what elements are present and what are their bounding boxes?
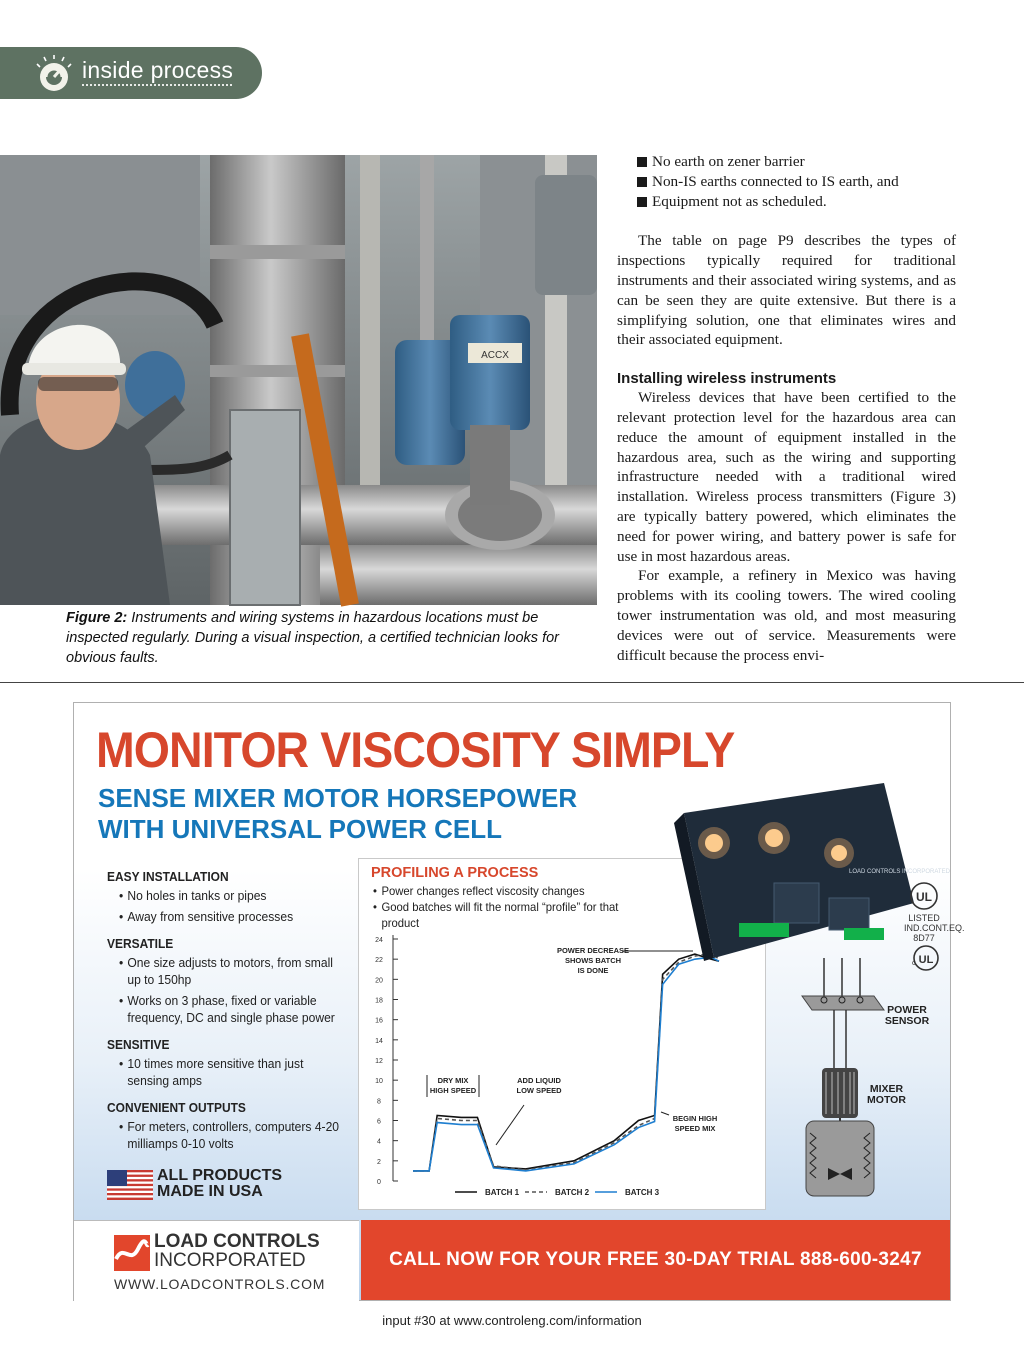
legend-label: BATCH 2 <box>555 1188 590 1197</box>
annotation-pointer <box>496 1105 524 1145</box>
list-item: Non-IS earths connected to IS earth, and <box>637 172 956 192</box>
feature-list <box>107 868 357 1156</box>
feature-heading: SENSITIVE <box>107 1037 170 1052</box>
ul-text: 8D77 <box>913 933 935 943</box>
annotation-dry-mix: HIGH SPEED <box>429 1086 477 1095</box>
chart-bullets <box>373 883 663 931</box>
series-line-1 <box>413 954 719 1171</box>
list-item: • 10 times more sensitive than just sensing amps <box>119 1055 340 1089</box>
company-url[interactable]: WWW.LOADCONTROLS.COM <box>114 1276 326 1292</box>
ul-text: LISTED <box>908 913 940 923</box>
svg-text:UL: UL <box>918 954 934 966</box>
annotation-power-decrease: POWER DECREASE <box>556 946 630 955</box>
list-item: No earth on zener barrier <box>637 152 956 172</box>
annotation-pointer <box>661 1112 669 1115</box>
inspection-fault-list <box>637 152 956 211</box>
list-item: • For meters, controllers, computers 4-20 milliamps 0-10 volts <box>119 1118 340 1152</box>
mixer-schematic-illustration <box>794 958 944 1198</box>
mixer-motor-label: MIXER MOTOR <box>867 1083 906 1106</box>
y-tick-label: 20 <box>375 977 383 985</box>
annotation-power-decrease: SHOWS BATCH <box>564 956 622 965</box>
y-tick-label: 4 <box>377 1138 381 1146</box>
article-column <box>617 152 956 665</box>
y-tick-label: 2 <box>377 1158 381 1166</box>
list-item: Equipment not as scheduled. <box>637 192 956 212</box>
chart-title: PROFILING A PROCESS <box>371 865 539 881</box>
section-tab <box>0 47 262 99</box>
y-tick-label: 14 <box>375 1037 383 1045</box>
ad-subheadline <box>98 783 577 845</box>
y-tick-label: 16 <box>375 1017 383 1025</box>
annotation-add-liquid: LOW SPEED <box>516 1086 562 1095</box>
y-tick-label: 8 <box>377 1098 381 1106</box>
series-line-2 <box>413 953 719 1171</box>
svg-text:UL: UL <box>916 890 932 904</box>
made-in-usa-line: MADE IN USA <box>157 1183 263 1200</box>
figure-label: Figure 2: <box>66 610 128 626</box>
ul-logo-icon <box>909 881 939 911</box>
figure-caption <box>66 608 596 668</box>
annotation-begin-high: SPEED MIX <box>674 1124 716 1133</box>
list-item: • One size adjusts to motors, from small up to 150hp <box>119 954 340 988</box>
feature-heading: EASY INSTALLATION <box>107 869 229 884</box>
list-item: • No holes in tanks or pipes <box>119 887 340 904</box>
list-item: • Away from sensitive processes <box>119 908 340 925</box>
power-sensor-label: POWER SENSOR <box>884 1004 930 1027</box>
made-in-usa <box>107 1168 287 1204</box>
ad-subheadline-line: WITH UNIVERSAL POWER CELL <box>98 814 502 844</box>
feature-heading: VERSATILE <box>107 936 174 951</box>
ul-text: IND.CONT.EQ. <box>904 923 965 933</box>
company-name <box>154 1232 320 1270</box>
svg-text:c: c <box>912 960 916 967</box>
annotation-add-liquid: ADD LIQUID <box>517 1076 561 1085</box>
gauge-logo-icon <box>34 55 74 95</box>
list-item: • Power changes reflect viscosity changes <box>373 883 646 899</box>
paragraph: Wireless devices that have been certified to the relevant protection level for the hazardous area can reduce the amount of equipment installed in the hazardous area, such as the wiring and supporting infrastructure needed with a traditional wired installation. Wireless process transmitters (Figure 3) are typically battery powered, which eliminates the need for power wiring, and battery power is safe for use in most hazardous areas. <box>617 389 956 565</box>
paragraph: For example, a refinery in Mexico was having problems with its cooling towers. The wired cooling tower instrumentation was old, and most measuring devices were out of service. Measurements were difficult because the process envi- <box>617 567 956 664</box>
load-controls-logo-icon <box>114 1235 150 1271</box>
made-in-usa-line: ALL PRODUCTS <box>157 1167 283 1184</box>
made-in-usa-text <box>157 1168 282 1200</box>
legend-label: BATCH 3 <box>625 1188 660 1197</box>
paragraph: The table on page P9 describes the types of inspections typically required for traditional instruments and their associated wiring systems, and as can be seen they are quite extensive. But there is a simplifying solution, one that eliminates wires and their associated equipment. <box>617 232 956 349</box>
reader-input-line: input #30 at www.controleng.com/information <box>382 1313 642 1328</box>
company-name-line: INCORPORATED <box>154 1250 306 1271</box>
figure-caption-text: Instruments and wiring systems in hazardous locations must be inspected regularly. During a visual inspection, a certified technician looks for obvious faults. <box>66 610 559 666</box>
tab-dotted-rule <box>82 84 232 86</box>
tag-label: ACCX <box>481 350 509 361</box>
figure-photo <box>0 155 597 605</box>
subheading: Installing wireless instruments <box>617 370 837 388</box>
y-tick-label: 24 <box>375 937 383 944</box>
series-line-3 <box>413 957 719 1171</box>
legend-label: BATCH 1 <box>485 1188 520 1197</box>
list-item: • Works on 3 phase, fixed or variable frequency, DC and single phase power <box>119 992 340 1026</box>
y-tick-label: 18 <box>375 997 383 1005</box>
y-tick-label: 12 <box>375 1058 383 1065</box>
company-name-line: LOAD CONTROLS <box>154 1231 320 1252</box>
divider <box>0 682 1024 683</box>
annotation-dry-mix: DRY MIX <box>437 1076 469 1085</box>
list-item: • Good batches will fit the normal “profile” for that product <box>373 899 646 931</box>
cta-banner[interactable]: CALL NOW FOR YOUR FREE 30-DAY TRIAL 888-600-3247 <box>361 1220 950 1300</box>
y-tick-label: 0 <box>377 1179 381 1186</box>
us-flag-icon <box>107 1170 153 1200</box>
annotation-begin-high: BEGIN HIGH <box>672 1114 718 1123</box>
section-title: inside process <box>82 57 234 83</box>
y-tick-label: 22 <box>375 957 383 965</box>
feature-heading: CONVENIENT OUTPUTS <box>107 1100 246 1115</box>
company-logo-block[interactable] <box>74 1220 359 1301</box>
y-tick-label: 6 <box>377 1118 381 1126</box>
advertisement[interactable] <box>73 702 965 1301</box>
device-brand-label: LOAD CONTROLS INCORPORATED <box>849 869 950 875</box>
ad-headline: MONITOR VISCOSITY SIMPLY <box>96 722 735 778</box>
annotation-power-decrease: IS DONE <box>577 966 609 975</box>
y-tick-label: 10 <box>375 1078 383 1086</box>
ad-subheadline-line: SENSE MIXER MOTOR HORSEPOWER <box>98 783 578 813</box>
